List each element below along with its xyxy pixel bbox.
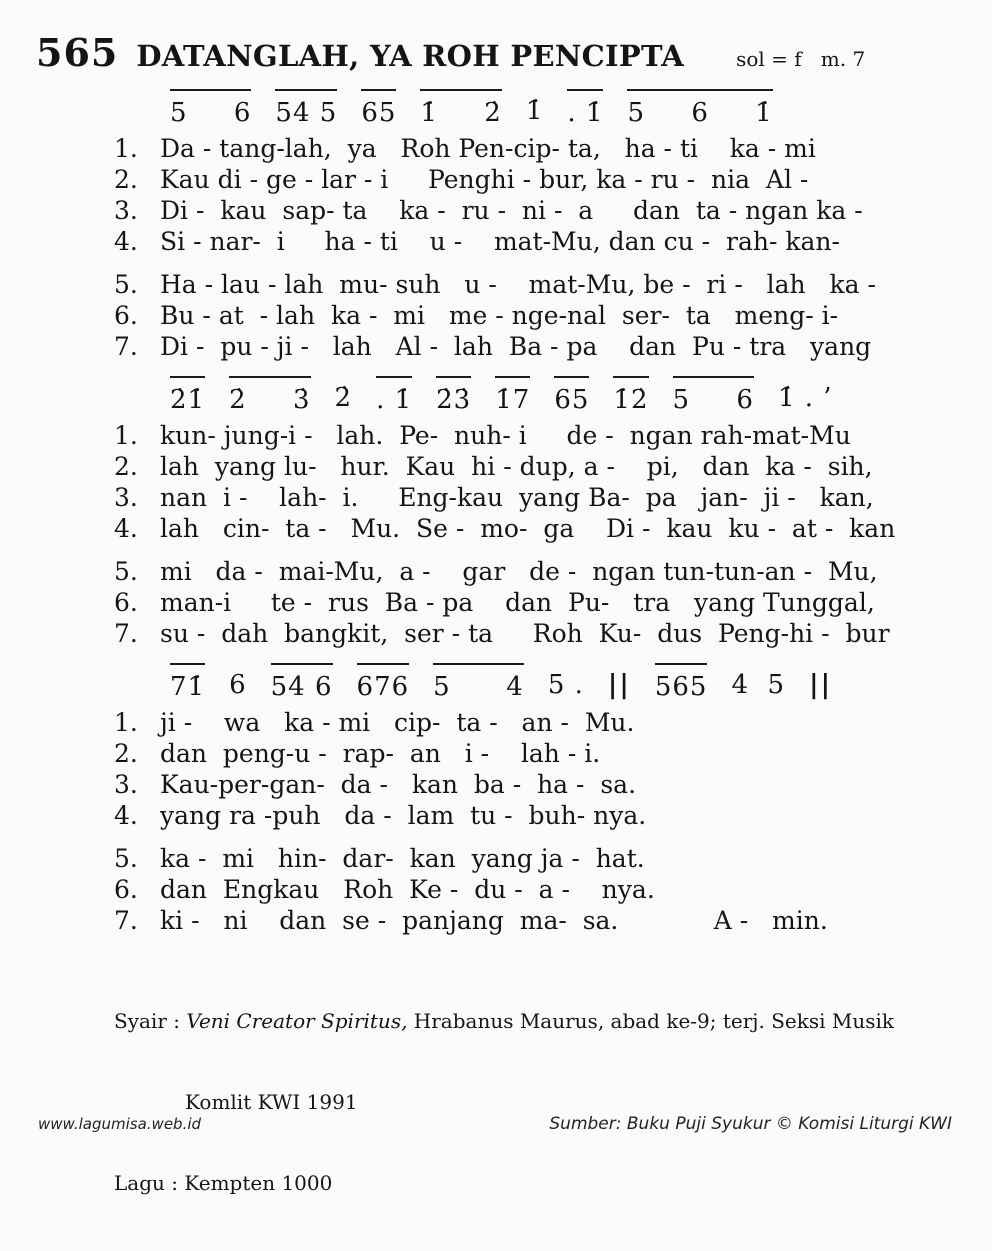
verse-text: ki - ni dan se - panjang ma- sa. A - min. <box>160 906 828 935</box>
lyric-line <box>114 618 992 649</box>
notation-segment: 1̇ . ’ <box>777 383 833 413</box>
notation-line-2 <box>170 376 992 413</box>
verse-number: 6. <box>114 301 138 330</box>
notation-segment: 2̇1̇ <box>170 376 205 413</box>
lyric-line <box>114 769 992 800</box>
site-url: www.lagumisa.web.id <box>38 1115 202 1133</box>
notation-segment: 676 <box>357 663 410 700</box>
verse-text: Si - nar- i ha - ti u - mat-Mu, dan cu - rah- kan- <box>160 227 840 256</box>
verse-number: 1. <box>114 421 138 450</box>
verse-number: 5. <box>114 270 138 299</box>
verse-number: 6. <box>114 588 138 617</box>
verse-number: 1. <box>114 708 138 737</box>
verse-text: nan i - lah- i. Eng-kau yang Ba- pa jan- ji - kan, <box>160 483 874 512</box>
stanza-block-1 <box>114 89 992 362</box>
notation-segment: 54 5 <box>275 89 337 126</box>
stanza-block-2 <box>114 376 992 649</box>
notation-segment: 5 . <box>547 670 584 700</box>
notation-segment: 5 6 1̇ <box>627 89 772 126</box>
notation-segment: 65 <box>554 376 589 413</box>
lyric-line <box>114 164 992 195</box>
verse-text: ka - mi hin- dar- kan yang ja - hat. <box>160 844 645 873</box>
notation-segment: . 1̇ <box>567 89 603 126</box>
notation-segment: 6 <box>229 670 247 700</box>
verse-text: Kau di - ge - lar - i Penghi - bur, ka - ru - nia Al - <box>160 165 809 194</box>
hymn-header <box>36 30 992 75</box>
verse-text: Kau-per-gan- da - kan ba - ha - sa. <box>160 770 637 799</box>
lyric-line <box>114 905 992 936</box>
verse-text: lah cin- ta - Mu. Se - mo- ga Di - kau ku - at - kan <box>160 514 896 543</box>
lyric-line <box>114 707 992 738</box>
verse-number: 7. <box>114 619 138 648</box>
verse-text: Ha - lau - lah mu- suh u - mat-Mu, be - ri - lah ka - <box>160 270 876 299</box>
lyric-line <box>114 513 992 544</box>
verse-number: 2. <box>114 739 138 768</box>
verse-text: dan Engkau Roh Ke - du - a - nya. <box>160 875 655 904</box>
verse-text: ji - wa ka - mi cip- ta - an - Mu. <box>160 708 635 737</box>
syair-rest: Hrabanus Maurus, abad ke-9; terj. Seksi Musik <box>407 1009 895 1033</box>
lyric-line <box>114 300 992 331</box>
key-signature: sol = f m. 7 <box>736 47 866 71</box>
notation-segment: 71̇ <box>170 663 205 700</box>
syair-label: Syair : <box>114 1009 187 1033</box>
verse-number: 5. <box>114 844 138 873</box>
verse-text: yang ra -puh da - lam tu - buh- nya. <box>160 801 647 830</box>
verse-text: lah yang lu- hur. Kau hi - dup, a - pi, dan ka - sih, <box>160 452 873 481</box>
notation-line-1 <box>170 89 992 126</box>
notation-segment: 5 6 <box>673 376 754 413</box>
notation-segment: 4 5 <box>731 670 786 700</box>
verse-text: Da - tang-lah, ya Roh Pen-cip- ta, ha - ti ka - mi <box>160 134 816 163</box>
verse-number: 4. <box>114 801 138 830</box>
lyric-line <box>114 738 992 769</box>
lyric-line <box>114 226 992 257</box>
credits <box>114 954 992 1251</box>
syair-title: Veni Creator Spiritus, <box>186 1009 408 1033</box>
credit-syair-line <box>114 1008 992 1035</box>
verse-number: 3. <box>114 483 138 512</box>
bar-line: || <box>607 670 631 700</box>
lyrics-block-3 <box>114 707 992 936</box>
verse-number: 3. <box>114 770 138 799</box>
notation-segment: 2̇3̇ <box>436 376 471 413</box>
notation-segment: 2̇ <box>334 383 353 413</box>
verse-number: 6. <box>114 875 138 904</box>
verse-text: su - dah bangkit, ser - ta Roh Ku- dus Peng-hi - bur <box>160 619 890 648</box>
lyric-line <box>114 331 992 362</box>
verse-text: mi da - mai-Mu, a - gar de - ngan tun-tun-an - Mu, <box>160 557 878 586</box>
notation-segment: 1̇ 2̇ <box>420 89 501 126</box>
notation-line-3 <box>170 663 992 700</box>
verse-text: dan peng-u - rap- an i - lah - i. <box>160 739 601 768</box>
lyric-line <box>114 420 992 451</box>
verse-number: 5. <box>114 557 138 586</box>
lyric-line <box>114 556 992 587</box>
notation-segment: 2̇ 3̇ <box>229 376 310 413</box>
lyric-line <box>114 800 992 831</box>
verse-text: Di - pu - ji - lah Al - lah Ba - pa dan Pu - tra yang <box>160 332 872 361</box>
lyric-line <box>114 195 992 226</box>
stanza-blocks <box>114 89 992 936</box>
notation-segment: 54 6 <box>271 663 333 700</box>
hymnal-page <box>0 30 992 1251</box>
lyric-line <box>114 874 992 905</box>
notation-segment: 565 <box>655 663 708 700</box>
bottom-bar <box>38 1114 952 1134</box>
lyric-line <box>114 482 992 513</box>
verse-number: 3. <box>114 196 138 225</box>
lyric-line <box>114 451 992 482</box>
verse-number: 2. <box>114 452 138 481</box>
verse-number: 1. <box>114 134 138 163</box>
lyrics-block-1 <box>114 133 992 362</box>
hymn-number: 565 <box>36 30 119 75</box>
verse-number: 7. <box>114 332 138 361</box>
verse-text: Di - kau sap- ta ka - ru - ni - a dan ta - ngan ka - <box>160 196 863 225</box>
verse-number: 2. <box>114 165 138 194</box>
notation-segment: 1̇2̇ <box>613 376 648 413</box>
verse-number: 7. <box>114 906 138 935</box>
bar-line: || <box>809 670 833 700</box>
verse-number: 4. <box>114 227 138 256</box>
lyric-line <box>114 587 992 618</box>
notation-segment: 5 4 <box>433 663 524 700</box>
notation-segment: . 1̇ <box>376 376 412 413</box>
verse-number: 4. <box>114 514 138 543</box>
notation-segment: 1̇7 <box>495 376 530 413</box>
credit-lagu-line: Lagu : Kempten 1000 <box>114 1171 333 1195</box>
hymn-title: DATANGLAH, YA ROH PENCIPTA <box>136 39 685 73</box>
lyrics-block-2 <box>114 420 992 649</box>
verse-text: man-i te - rus Ba - pa dan Pu- tra yang Tunggal, <box>160 588 875 617</box>
stanza-block-3 <box>114 663 992 936</box>
lyric-line <box>114 269 992 300</box>
verse-text: Bu - at - lah ka - mi me - nge-nal ser- ta meng- i- <box>160 301 839 330</box>
credit-syair-line2: Komlit KWI 1991 <box>185 1090 358 1114</box>
lyric-line <box>114 133 992 164</box>
notation-segment: 5 6 <box>170 89 251 126</box>
verse-text: kun- jung-i - lah. Pe- nuh- i de - ngan rah-mat-Mu <box>160 421 851 450</box>
source-credit: Sumber: Buku Puji Syukur © Komisi Liturgi KWI <box>549 1114 952 1134</box>
lyric-line <box>114 843 992 874</box>
notation-segment: 1̇ <box>525 96 544 126</box>
notation-segment: 65 <box>361 89 396 126</box>
